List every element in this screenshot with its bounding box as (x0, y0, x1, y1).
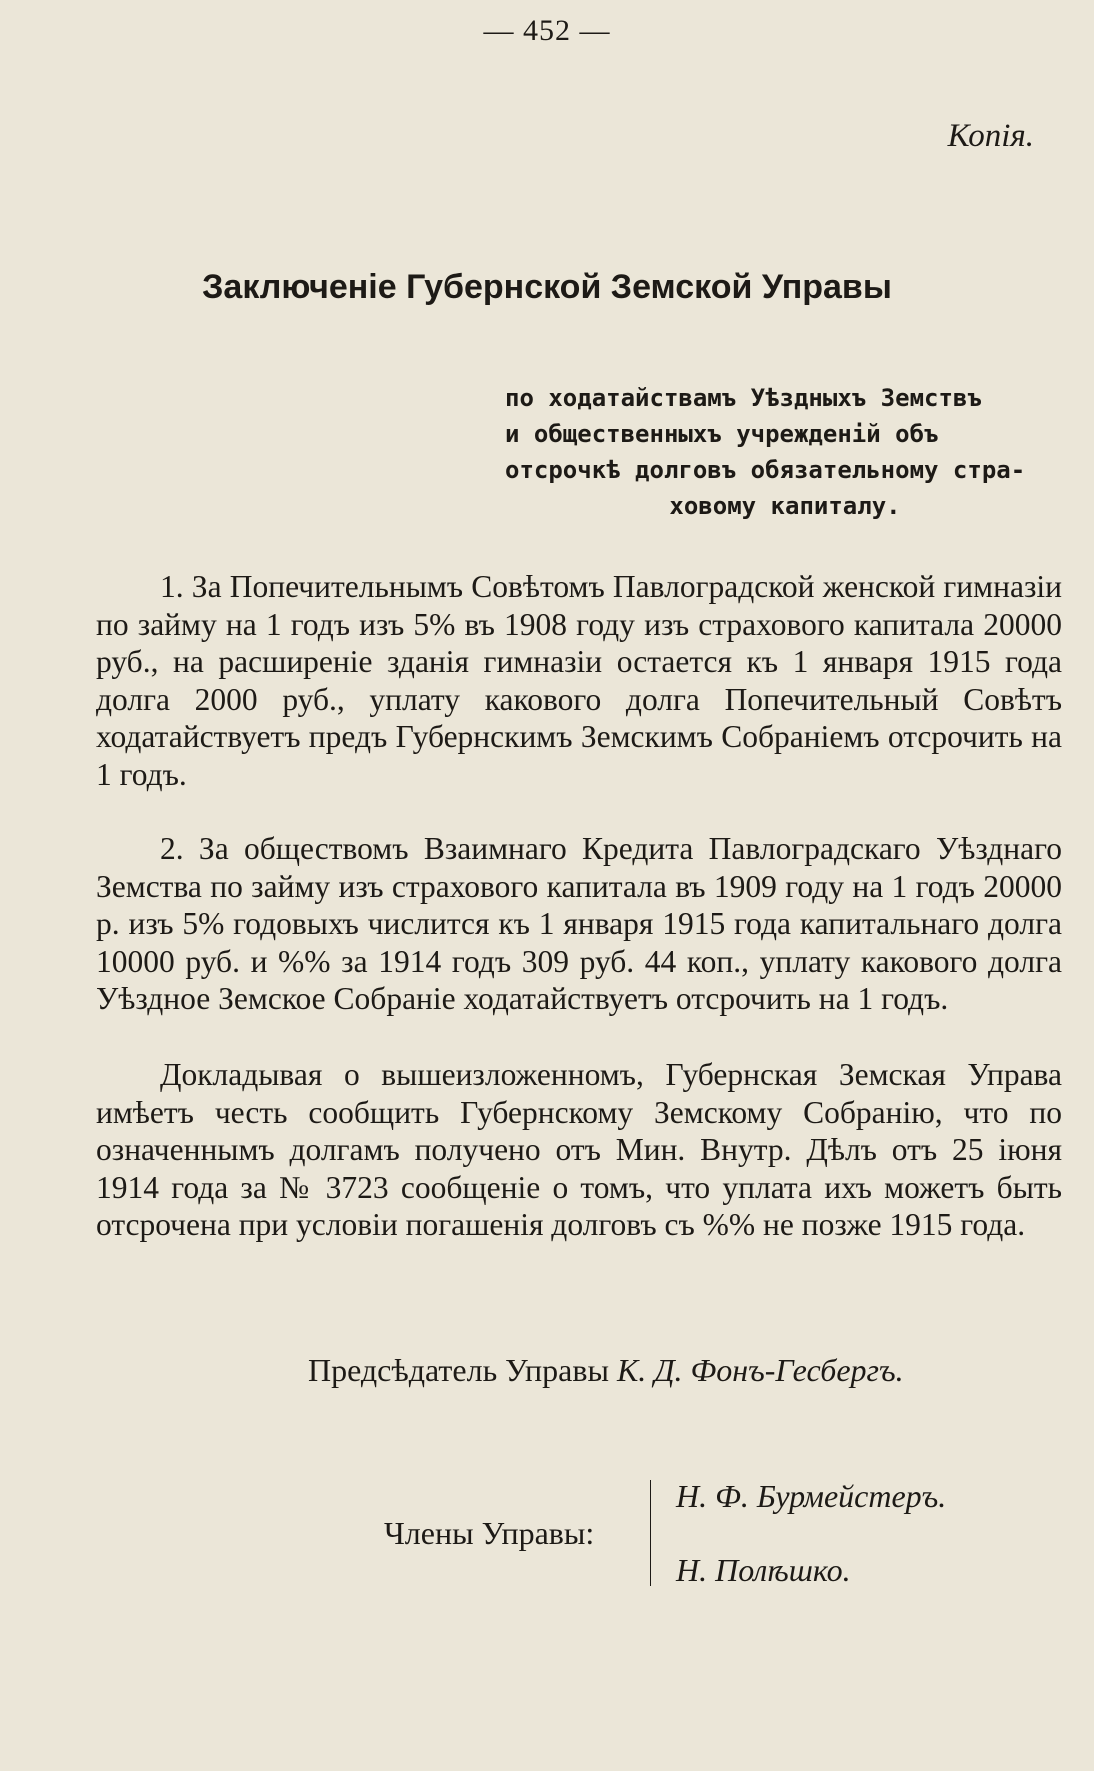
subtitle-line: и общественныхъ учрежденій объ (505, 420, 939, 448)
paragraph-report (96, 1056, 1062, 1244)
document-title: Заключеніе Губернской Земской Управы (202, 268, 892, 306)
chairman-name: К. Д. Фонъ-Гесбергъ. (616, 1352, 904, 1388)
copy-label: Копія. (947, 118, 1034, 154)
paragraph-item-2 (96, 830, 1062, 1018)
paragraph-text: 2. За обществомъ Взаимнаго Кредита Павлоградскаго Уѣзднаго Земства по займу изъ страхового капитала въ 1909 году на 1 годъ 20000 р. изъ 5% годовыхъ числится къ 1 января 1915 года капитальнаго долга 10000 руб. и %% за 1914 годъ 309 руб. 44 коп., уплату какового долга Уѣздное Земское Собраніе ходатайствуетъ отсрочить на 1 годъ. (96, 831, 1062, 1016)
document-subtitle (505, 380, 1065, 524)
chairman-signature (308, 1352, 904, 1389)
member-name: Н. Полѣшко. (676, 1552, 851, 1588)
paragraph-text: Докладывая о вышеизложенномъ, Губернская Земская Управа имѣетъ честь сообщить Губернскому Земскому Собранію, что по означеннымъ долгамъ получено отъ Мин. Внутр. Дѣлъ отъ 25 іюня 1914 года за № 3723 сообщеніе о томъ, что уплата ихъ можетъ быть отсрочена при условіи погашенія долговъ съ %% не позже 1915 года. (96, 1057, 1062, 1242)
members-bracket (650, 1480, 657, 1586)
page-number: — 452 — (483, 14, 611, 47)
member-name: Н. Ф. Бурмейстеръ. (676, 1478, 947, 1514)
paragraph-text: 1. За Попечительнымъ Совѣтомъ Павлоградской женской гимназіи по займу на 1 годъ изъ 5% въ 1908 году изъ страхового капитала 20000 руб., на расширеніе зданія гимназіи остается къ 1 января 1915 года долга 2000 руб., уплату какового долга Попечительный Совѣтъ ходатайствуетъ предъ Губернскимъ Земскимъ Собраніемъ отсрочить на 1 годъ. (96, 569, 1062, 792)
subtitle-line: по ходатайствамъ Уѣздныхъ Земствъ (505, 384, 982, 412)
chairman-label: Предсѣдатель Управы (308, 1352, 609, 1388)
subtitle-line: ховому капиталу. (669, 492, 901, 520)
paragraph-item-1 (96, 568, 1062, 793)
members-label: Члены Управы: (384, 1515, 595, 1551)
subtitle-line: отсрочкѣ долговъ обязательному стра- (505, 456, 1026, 484)
